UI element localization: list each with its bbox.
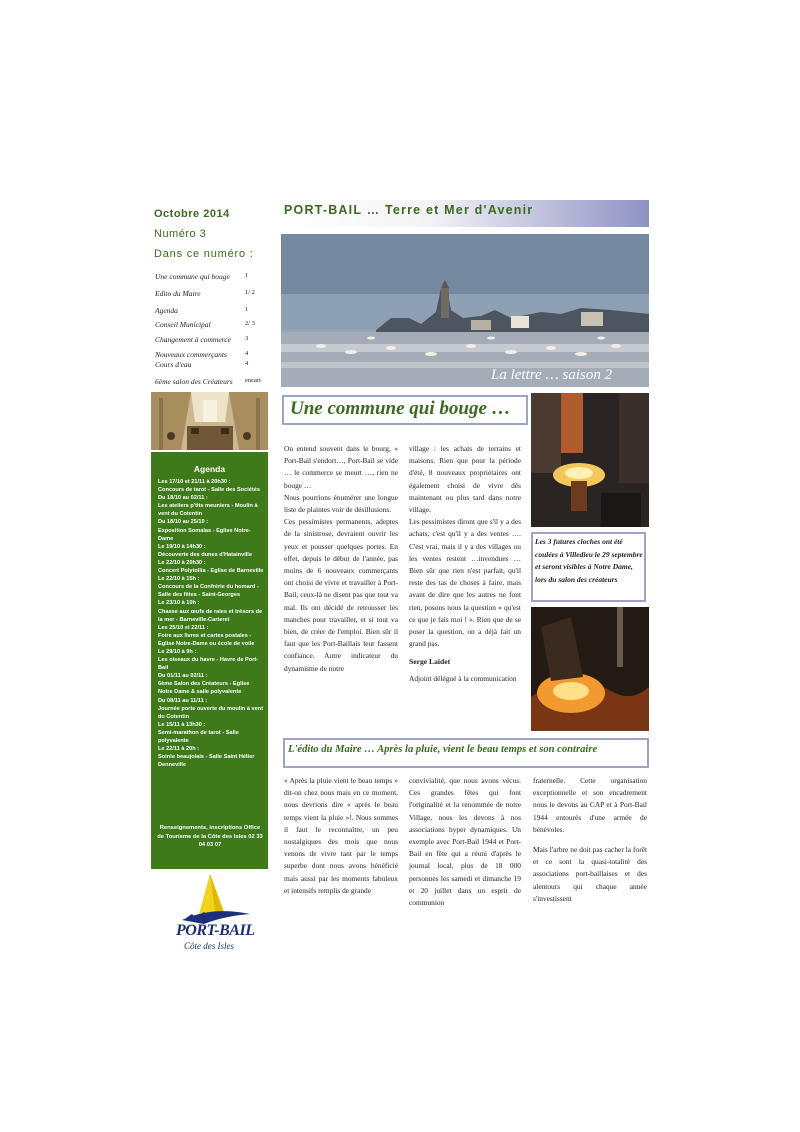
toc-item[interactable]: [155, 350, 267, 359]
paragraph: Ces pessimistes permanents, adeptes de la sinistrose, devraient ouvrir les yeux et pousser quelques portes. En effet, depuis le début de l'année, pas moins de 6 nouveaux commerçants ont choisi de vivre et travailler à Port-Bail, ceux-là ne disent pas que tout va mal. Ils ont décidé de retrousser les manches pour travailler, et si tout va bien, de créer de l'emploi. Bien sûr il faut que les Port-Baillais leur fassent confiance. Autre indicateur du dynamisme de notre: [284, 517, 398, 673]
agenda-item: Le 29/10 à 9h :: [158, 648, 197, 655]
logo-text: PORT-BAIL: [176, 922, 255, 939]
toc-heading: Dans ce numéro :: [154, 248, 254, 260]
toc-item-page: 1/ 2: [245, 289, 255, 296]
agenda-item: Du 18/10 au 25/10 :: [158, 519, 209, 526]
agenda-item: Foire aux livres et cartes postales - Eglise Notre-Dame ou école de voile: [158, 632, 255, 647]
agenda-item: Le 15/11 à 13h30 :: [158, 721, 206, 728]
agenda-item: Le 22/11 à 20h :: [158, 746, 200, 753]
issue-date: Octobre 2014: [154, 208, 230, 220]
toc-item[interactable]: [155, 335, 267, 344]
toc-item-page: 3: [245, 335, 249, 342]
signature: Serge Laidet: [409, 657, 451, 667]
agenda-item: Le 22/10 à 20h30 :: [158, 559, 206, 566]
toc-item-title: Cours d'eau: [155, 360, 192, 369]
toc-item-page: encart: [245, 377, 261, 384]
port-bail-logo: [164, 870, 264, 958]
hero-photo: [281, 234, 649, 387]
agenda-item: Semi-marathon de tarot - Salle polyvalente: [158, 729, 239, 744]
agenda-item: Exposition Somalas - Eglise Notre-Dame: [158, 527, 251, 542]
paragraph: village : les achats de terrains et maisons. Rien que pour la période d'été, 8 nouveaux propriétaires ont également choisi de vivre dès maintenant ou plus tard dans notre village.: [409, 444, 521, 515]
paragraph: convivialité, que nous avons vécus. Ces grandes fêtes qui font l'originalité et la renommée de notre Village, nous les devons à nos associations hyper dynamiques. Un exemple avec Port-Bail 1944 et Port-Bail en fête qui a réuni d'après le journal local, plus de 18 000 personnes les samedi et dimanche 19 et 20 juillet dans un esprit de communion: [409, 776, 521, 908]
paragraph: On entend souvent dans le bourg, « Port-Bail s'endort…, Port-Bail se vide … le commerce se meurt …, rien ne bouge …: [284, 444, 398, 490]
issue-number: Numéro 3: [154, 228, 207, 240]
toc-item[interactable]: [155, 320, 267, 329]
toc-item-title: Changement à commerce: [155, 335, 231, 344]
agenda-item: Le 23/10 à 10h :: [158, 600, 200, 607]
agenda-item: Chasse aux œufs de raies et trésors de la mer - Barneville-Carteret: [158, 608, 263, 623]
section1-column-1: [284, 443, 398, 675]
agenda-item: Découverte des dunes d'Hatainville: [158, 551, 252, 558]
toc-item-page: 4: [245, 360, 249, 367]
section2-column-1: [284, 775, 398, 897]
paragraph: Nous pourrions énumérer une longue liste de plaintes voir de désillusions.: [284, 492, 398, 515]
signature-role: Adjoint délégué à la communication: [409, 673, 517, 683]
agenda-item: 6ème Salon des Créateurs - Eglise Notre Dame & salle polyvalente: [158, 681, 250, 696]
agenda-item: Le 22/10 à 15h :: [158, 576, 200, 583]
paragraph: fraternelle. Cette organisation exceptionnelle et son encadrement nous le devons au CAP et à Port-Bail 1944 entourés d'une armée de bénévoles.: [533, 776, 647, 834]
agenda-item: Le 19/10 à 14h30 :: [158, 543, 206, 550]
newsletter-title: PORT-BAIL … Terre et Mer d'Avenir: [284, 203, 534, 217]
toc-item-page: 4: [245, 350, 249, 357]
toc-item[interactable]: [155, 377, 267, 386]
toc-item-title: Edito du Maire: [155, 289, 201, 298]
toc-item-page: 1: [245, 272, 249, 279]
sailboat-icon: [164, 870, 264, 930]
paragraph: « Après la pluie vient le beau temps » dit-on chez nous mais en ce moment, nous devrions dire « après le beau temps vient la pluie »!. Nous sommes il faut le reconnaître, un peu nostalgiques des mois que nous venons de vivre tant par le temps superbe dont nous avons bénéficié mais aussi par les moments fabuleux et intensifs remplis de grande: [284, 776, 398, 895]
section1-column-2: [409, 443, 521, 685]
section2-column-2: [409, 775, 521, 909]
agenda-item: Les 25/10 et 22/11 :: [158, 624, 209, 631]
agenda-item: Concours de la Confrérie du homard - Salle des fêtes - Saint-Georges: [158, 584, 259, 599]
toc-item-title: Une commune qui bouge: [155, 272, 230, 281]
agenda-item: Du 18/10 au 02/11 :: [158, 495, 208, 502]
agenda-item: Concert Polytollia - Eglise de Barneville: [158, 568, 264, 575]
agenda-item: Les ateliers p'tits meuniers - Moulin à vent du Cotentin: [158, 503, 258, 518]
toc-item[interactable]: [155, 272, 267, 281]
toc-item[interactable]: [155, 306, 267, 315]
logo-tagline: Côte des Isles: [184, 941, 234, 951]
agenda-item: Soirée beaujolais - Salle Saint Hélier Denneville: [158, 754, 255, 769]
agenda-item: Du 01/11 au 02/11 :: [158, 673, 208, 680]
agenda-item: Les 17/10 et 21/11 à 20h30 :: [158, 479, 231, 485]
section1-title: Une commune qui bouge …: [290, 398, 511, 419]
toc-item-page: 2/ 3: [245, 320, 255, 327]
agenda-item: Journée porte ouverte du moulin à vent du Cotentin: [158, 705, 264, 720]
agenda-title: Agenda: [193, 464, 226, 474]
toc-item-page: 1: [245, 306, 249, 313]
bell-casting-photo: [531, 393, 649, 527]
toc-item-title: 6ème salon des Créateurs: [155, 377, 233, 386]
agenda-item: Concours de tarot - Salle des Sociétés: [158, 487, 260, 494]
photo-caption: Les 3 futures cloches ont été coulées à Villedieu le 29 septembre et seront visibles à Notre Dame, lors du salon des créateurs: [535, 537, 643, 584]
toc-item-title: Agenda: [155, 306, 178, 315]
agenda-panel: [151, 452, 268, 869]
paragraph: Mais l'arbre ne doit pas cacher la forêt et ce sont la quasi-totalité des associations port-baillaises et des alentours qui chaque année s'investissent: [533, 845, 647, 903]
toc-item[interactable]: [155, 360, 267, 369]
toc-item-title: Nouveaux commerçants: [155, 350, 227, 359]
paragraph: Les pessimistes diront que s'il y a des achats, c'est qu'il y a des ventes …. C'est vrai, mais il y a des villages ou les ventes restent …invendues … Bien sûr que rien n'est parfait, qu'il reste des tas de choses à faire, mais avant de dire que les autres ne font rien, posons nous la question « qu'est ce que je fais moi ! ». Rien que de se poser la question, on a déjà fait un grand pas.: [409, 517, 521, 649]
toc-item[interactable]: [155, 289, 267, 298]
hero-caption: La lettre … saison 2: [491, 367, 613, 383]
agenda-item: Du 08/11 au 11/11 :: [158, 697, 208, 704]
agenda-info: Renseignements, inscriptions Office de Tourisme de la Côte des Isles 02 33 04 03 07: [157, 825, 263, 848]
agenda-item: Les oiseaux du havre - Havre de Port-Bail: [158, 657, 259, 672]
toc-item-title: Conseil Municipal: [155, 320, 211, 329]
agenda-list: [158, 478, 264, 769]
foundry-photo: [531, 607, 649, 731]
section2-column-3: [533, 775, 647, 905]
section2-title: L'édito du Maire … Après la pluie, vient le beau temps et son contraire: [288, 744, 598, 755]
church-interior-photo: [151, 392, 268, 450]
